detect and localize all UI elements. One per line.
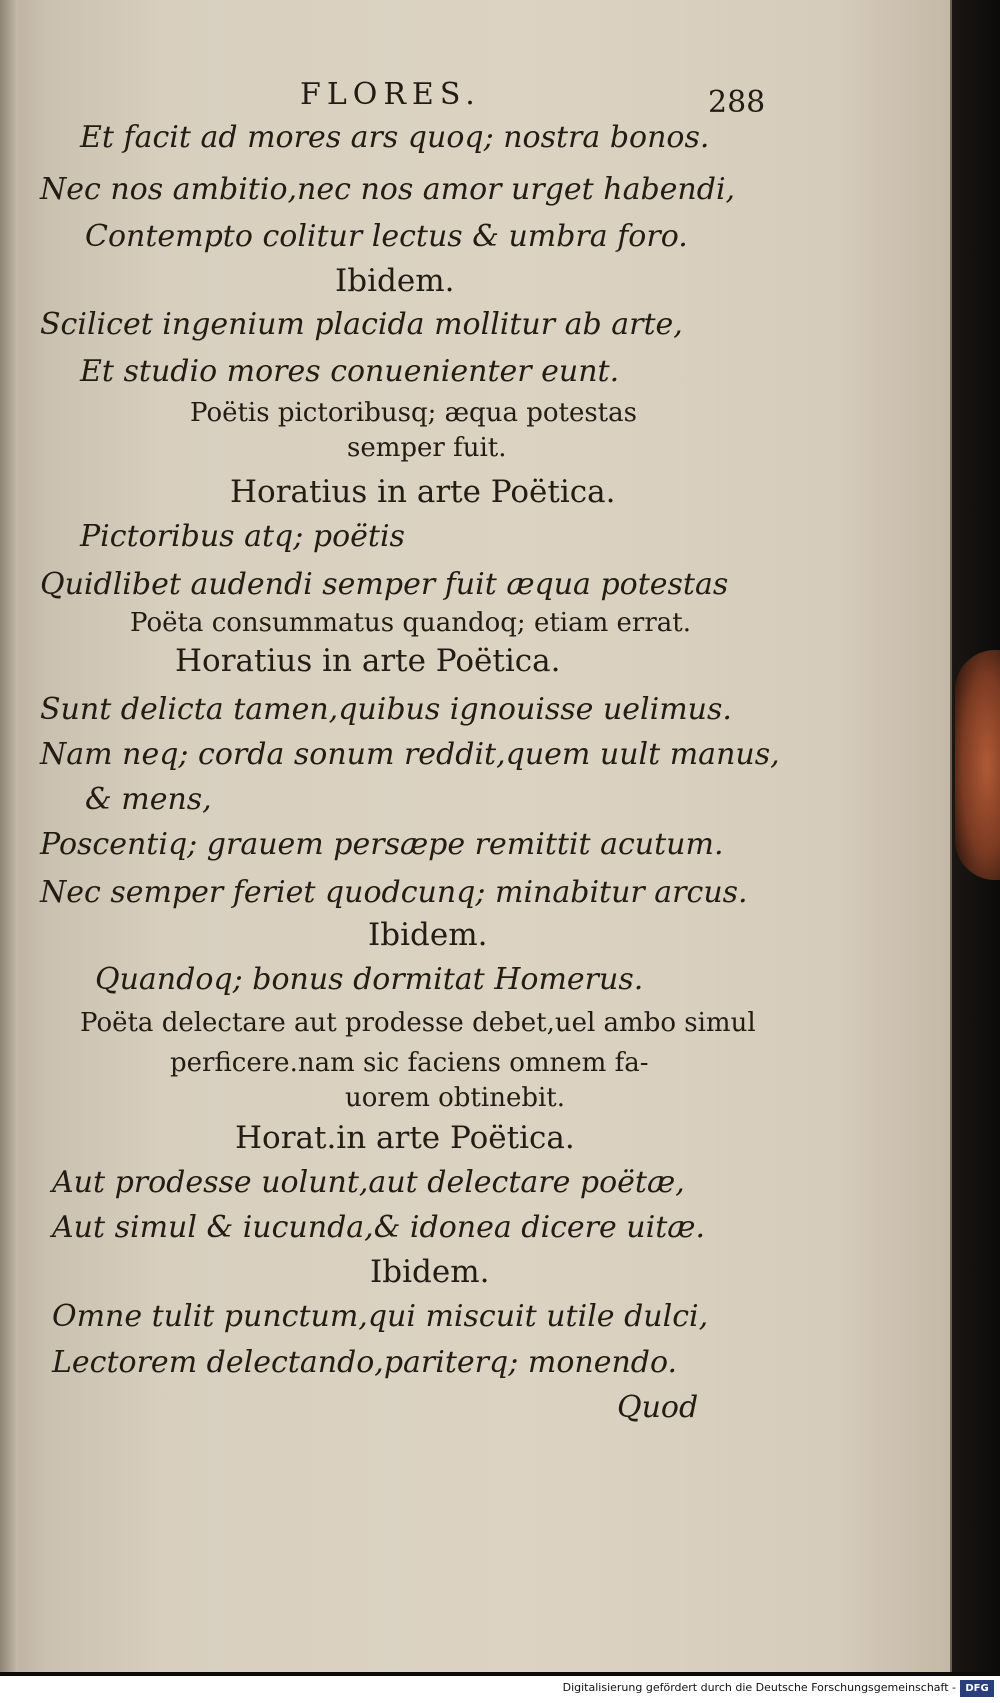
verse-line: Nec semper feriet quodcunq; minabitur arcus. [40, 875, 748, 910]
catchword: Quod [617, 1390, 699, 1425]
verse-line: Nec nos ambitio,nec nos amor urget habendi, [40, 172, 736, 207]
prose-line: semper fuit. [347, 433, 507, 463]
verse-line: Aut simul & iucunda,& idonea dicere uitæ. [52, 1210, 705, 1245]
section-heading: Ibidem. [335, 263, 455, 299]
verse-line: Poscentiq; grauem persæpe remittit acutum. [40, 827, 724, 862]
dfg-logo: DFG [960, 1680, 994, 1697]
prose-line: Poëta consummatus quandoq; etiam errat. [130, 608, 691, 638]
verse-line: Quandoq; bonus dormitat Homerus. [95, 962, 644, 997]
section-heading: Horatius in arte Poëtica. [175, 643, 561, 679]
verse-line: Et studio mores conuenienter eunt. [80, 354, 620, 389]
section-heading: Ibidem. [368, 917, 488, 953]
verse-line: Contempto colitur lectus & umbra foro. [85, 219, 688, 254]
prose-line: Poëtis pictoribusq; æqua potestas [190, 398, 637, 428]
prose-line: uorem obtinebit. [345, 1083, 565, 1113]
digitization-footer [0, 1676, 1000, 1703]
verse-line: Sunt delicta tamen,quibus ignouisse uelimus. [40, 692, 732, 727]
page-number: 288 [708, 85, 766, 120]
verse-line: Nam neq; corda sonum reddit,quem uult manus, [40, 737, 780, 772]
verse-line: & mens, [85, 782, 212, 817]
verse-line: Aut prodesse uolunt,aut delectare poëtæ, [52, 1165, 685, 1200]
verse-line: Scilicet ingenium placida mollitur ab arte, [40, 307, 683, 342]
prose-line: perficere.nam sic faciens omnem fa- [170, 1048, 649, 1078]
section-heading: Ibidem. [370, 1254, 490, 1290]
verse-line: Quidlibet audendi semper fuit æqua potestas [40, 567, 729, 602]
running-head: FLORES. [300, 77, 481, 112]
verse-line: Pictoribus atq; poëtis [80, 519, 405, 554]
footer-credit: Digitalisierung gefördert durch die Deutsche Forschungsgemeinschaft - [562, 1681, 956, 1694]
verse-line: Lectorem delectando,pariterq; monendo. [52, 1345, 678, 1380]
verse-line: Omne tulit punctum,qui miscuit utile dulci, [52, 1299, 709, 1334]
page-tab [955, 650, 1000, 880]
prose-line: Poëta delectare aut prodesse debet,uel ambo simul [80, 1008, 756, 1038]
section-heading: Horatius in arte Poëtica. [230, 474, 616, 510]
verse-line: Et facit ad mores ars quoq; nostra bonos. [80, 120, 710, 155]
section-heading: Horat.in arte Poëtica. [235, 1120, 575, 1156]
